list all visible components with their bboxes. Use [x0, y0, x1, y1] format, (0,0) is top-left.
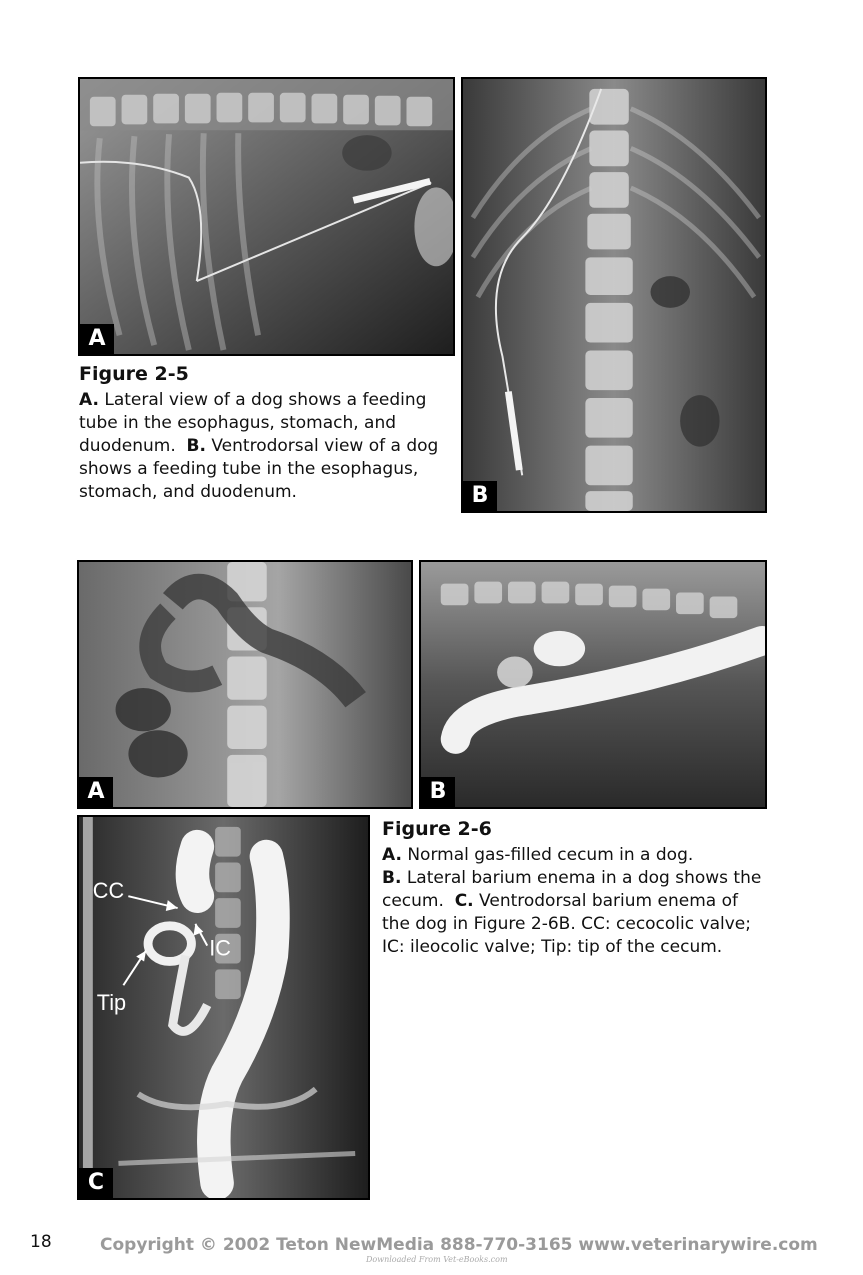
ventrodorsal-barium-enema-image: [79, 817, 368, 1198]
caption-a-text: Normal gas-filled cecum in a dog.: [401, 845, 694, 865]
caption-c-prefix: C.: [454, 891, 474, 911]
caption-c-text: Ventrodorsal barium enema of the dog in Figure 2-6B. CC: cecocolic valve; IC: ileocolic valve; Tip: tip of the cecum.: [382, 891, 751, 957]
download-watermark: Downloaded From Vet-eBooks.com: [366, 1255, 508, 1264]
figure-2-6-b-lateral-barium-enema: [419, 560, 767, 809]
caption-b-prefix: B.: [382, 868, 402, 888]
annotation-ic: IC: [209, 935, 231, 961]
figure-2-5-caption-text: [79, 389, 449, 504]
figure-2-6-a-cecum-radiograph: [77, 560, 413, 809]
figure-2-5-a-lateral-radiograph: [78, 77, 455, 356]
panel-label-a: A: [79, 777, 113, 807]
lateral-radiograph-image: [80, 79, 453, 354]
copyright-notice: Copyright © 2002 Teton NewMedia 888-770-3165 www.veterinarywire.com: [100, 1235, 818, 1255]
figure-2-6-c-ventrodorsal-barium-enema: [77, 815, 370, 1200]
figure-2-5-caption: [79, 363, 449, 504]
panel-label-b: B: [421, 777, 455, 807]
annotation-tip: Tip: [96, 989, 127, 1015]
figure-2-5-b-ventrodorsal-radiograph: [461, 77, 767, 513]
figure-2-5-title: Figure 2-5: [79, 363, 189, 385]
figure-2-6-caption-text: [382, 844, 767, 959]
caption-a-text: Lateral view of a dog shows a feeding tube in the esophagus, stomach, and duodenum.: [79, 390, 427, 456]
lateral-barium-enema-image: [421, 562, 765, 807]
caption-a-prefix: A.: [79, 390, 99, 410]
panel-label-b: B: [463, 481, 497, 511]
annotation-cc: CC: [92, 878, 125, 904]
caption-b-text: Lateral barium enema in a dog shows the cecum.: [382, 868, 762, 911]
panel-label-c: C: [79, 1168, 113, 1198]
panel-label-a: A: [80, 324, 114, 354]
figure-2-6-title: Figure 2-6: [382, 818, 492, 840]
ventrodorsal-radiograph-image: [463, 79, 765, 511]
figure-2-6-caption: [382, 818, 767, 959]
caption-b-text: Ventrodorsal view of a dog shows a feeding tube in the esophagus, stomach, and duodenum.: [79, 436, 439, 502]
cecum-radiograph-image: [79, 562, 411, 807]
page-number: 18: [30, 1232, 52, 1252]
caption-b-prefix: B.: [186, 436, 206, 456]
caption-a-prefix: A.: [382, 845, 402, 865]
